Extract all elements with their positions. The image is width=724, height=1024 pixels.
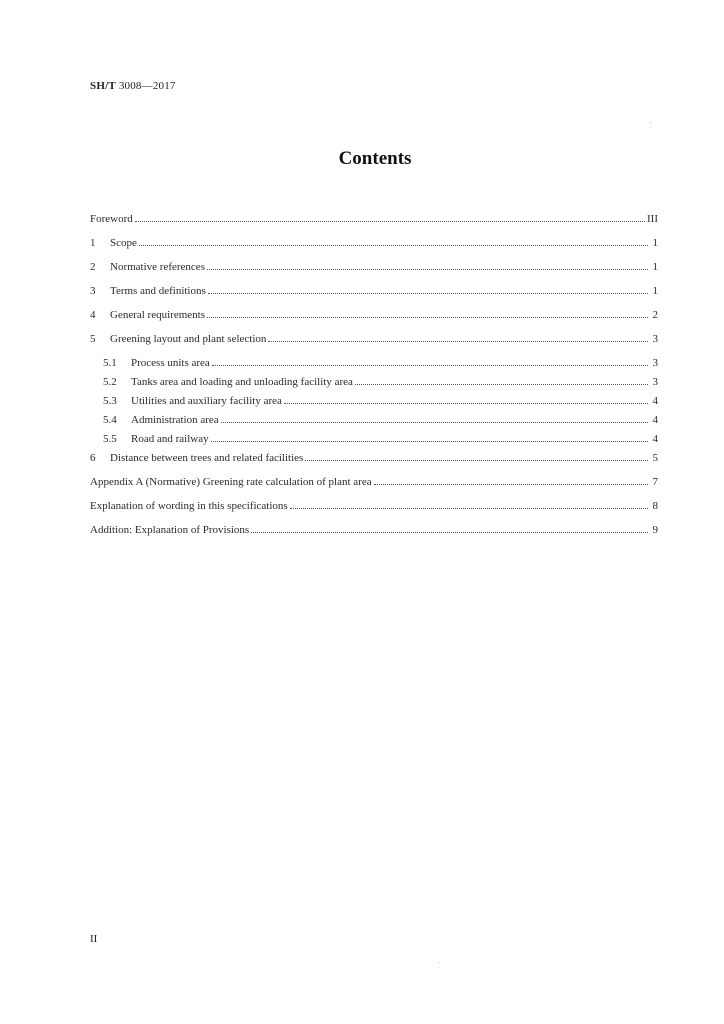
page-title: Contents: [338, 148, 412, 169]
toc-entry-title: Utilities and auxiliary facility area: [131, 395, 282, 407]
toc-entry-title: Normative references: [110, 261, 205, 273]
toc-entry-number: 5: [90, 333, 96, 345]
toc-entry-number: 6: [90, 452, 96, 464]
toc-entry-title: Addition: Explanation of Provisions: [90, 524, 250, 536]
toc-entry-number: 5.3: [103, 395, 117, 407]
toc-entry-title: Appendix A (Normative) Greening rate calculation of plant area: [90, 476, 372, 488]
toc-entry-number: 5.4: [103, 414, 117, 426]
toc-entry[interactable]: [90, 523, 658, 547]
toc-entry-title: Explanation of wording in this specifications: [90, 500, 288, 512]
scan-speck: [650, 122, 651, 123]
toc-dot-leader: [139, 244, 648, 246]
toc-entry[interactable]: [90, 260, 658, 284]
toc-entry-title: Administration area: [131, 414, 219, 426]
toc-entry[interactable]: [90, 284, 658, 308]
toc-entry-number: 5.2: [103, 376, 117, 388]
toc-dot-leader: [207, 316, 648, 318]
toc-entry-page-number: 4: [652, 414, 658, 426]
toc-entry-page-number: 4: [652, 395, 658, 407]
table-of-contents: [90, 212, 658, 547]
toc-dot-leader: [212, 364, 648, 366]
toc-entry-number: 1: [90, 237, 96, 249]
toc-dot-leader: [221, 421, 648, 423]
toc-entry[interactable]: [90, 432, 658, 451]
toc-entry-page-number: 3: [652, 376, 658, 388]
toc-entry-number: 5.1: [103, 357, 117, 369]
toc-entry-title: Tanks area and loading and unloading facility area: [131, 376, 353, 388]
toc-entry[interactable]: [90, 413, 658, 432]
toc-entry[interactable]: [90, 356, 658, 375]
toc-dot-leader: [268, 340, 648, 342]
toc-dot-leader: [374, 483, 648, 485]
toc-entry-number: 5.5: [103, 433, 117, 445]
toc-entry-title: Greening layout and plant selection: [110, 333, 267, 345]
toc-entry-page-number: 1: [652, 285, 658, 297]
toc-entry[interactable]: [90, 499, 658, 523]
toc-dot-leader: [355, 383, 648, 385]
standard-code-number: 3008—2017: [118, 80, 176, 92]
toc-entry-title: Road and railway: [131, 433, 209, 445]
toc-entry-page-number: 1: [652, 237, 658, 249]
toc-entry[interactable]: [90, 451, 658, 475]
toc-entry-title: General requirements: [110, 309, 205, 321]
toc-entry-page-number: 2: [652, 309, 658, 321]
toc-entry[interactable]: [90, 212, 658, 236]
toc-entry[interactable]: [90, 475, 658, 499]
toc-entry-title: Terms and definitions: [110, 285, 206, 297]
toc-dot-leader: [207, 268, 648, 270]
toc-entry-number: 4: [90, 309, 96, 321]
toc-entry-number: 2: [90, 261, 96, 273]
toc-dot-leader: [211, 440, 648, 442]
toc-entry[interactable]: [90, 308, 658, 332]
toc-dot-leader: [290, 507, 648, 509]
toc-dot-leader: [305, 459, 648, 461]
toc-entry[interactable]: [90, 375, 658, 394]
toc-entry-number: 3: [90, 285, 96, 297]
toc-entry-title: Process units area: [131, 357, 210, 369]
toc-entry-page-number: III: [647, 213, 658, 225]
scan-speck: [438, 962, 439, 963]
toc-dot-leader: [284, 402, 648, 404]
toc-entry-title: Scope: [110, 237, 137, 249]
toc-entry-page-number: 4: [652, 433, 658, 445]
page-number: II: [90, 933, 98, 945]
toc-entry-page-number: 1: [652, 261, 658, 273]
toc-entry-page-number: 9: [652, 524, 658, 536]
toc-dot-leader: [251, 531, 648, 533]
standard-code: [90, 80, 176, 92]
toc-entry[interactable]: [90, 394, 658, 413]
standard-code-prefix: SH/T: [90, 80, 116, 92]
toc-entry-page-number: 5: [652, 452, 658, 464]
toc-entry-title: Distance between trees and related facilities: [110, 452, 304, 464]
toc-entry-page-number: 7: [652, 476, 658, 488]
toc-entry-page-number: 8: [652, 500, 658, 512]
toc-dot-leader: [135, 220, 645, 222]
toc-entry[interactable]: [90, 332, 658, 356]
toc-dot-leader: [208, 292, 648, 294]
toc-entry-title: Foreword: [90, 213, 133, 225]
toc-entry[interactable]: [90, 236, 658, 260]
toc-entry-page-number: 3: [652, 333, 658, 345]
toc-entry-page-number: 3: [652, 357, 658, 369]
